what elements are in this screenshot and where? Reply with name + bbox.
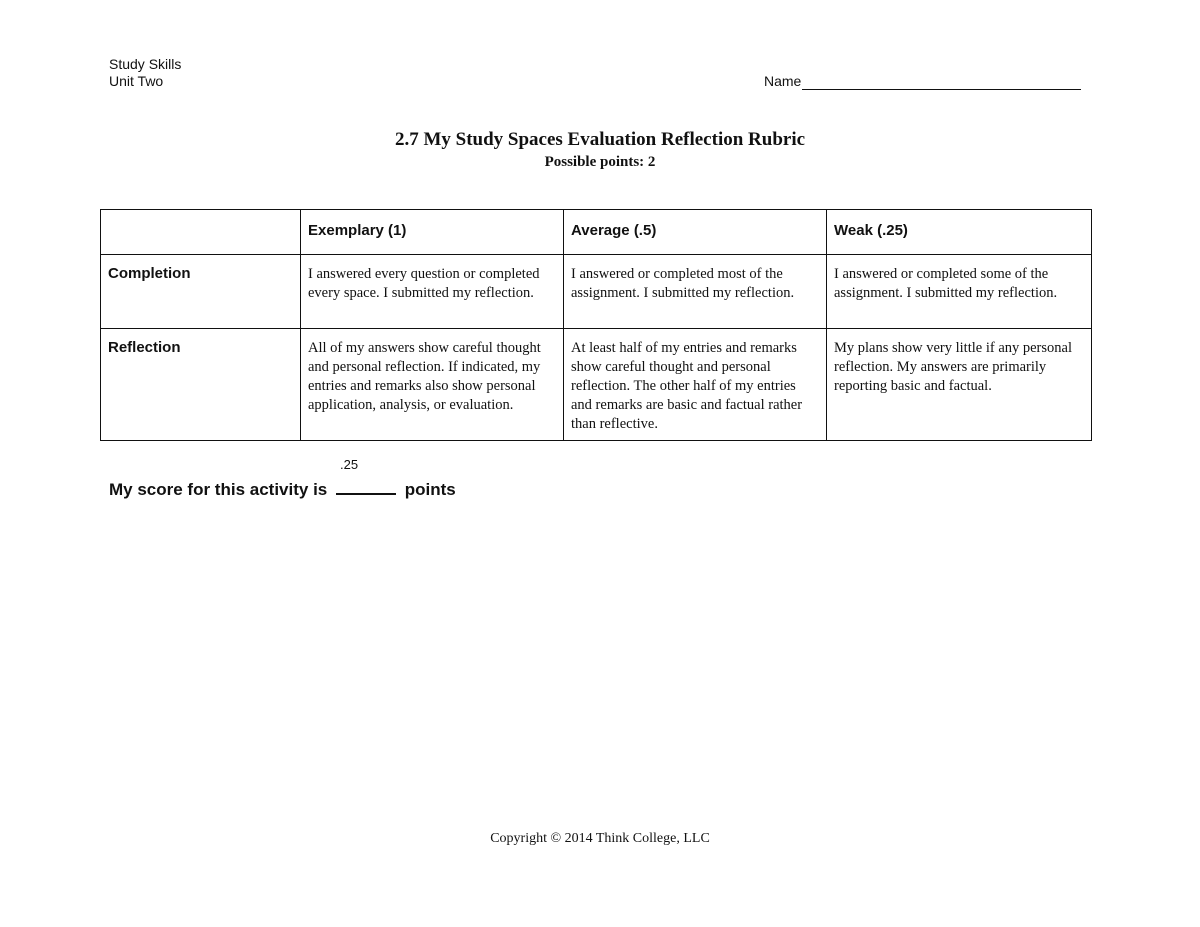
reflection-exemplary-cell: All of my answers show careful thought and personal reflection. If indicated, my entries and remarks also show personal application, analysis, or evaluation. [301,329,564,441]
completion-exemplary-cell: I answered every question or completed every space. I submitted my reflection. [301,255,564,329]
score-blank[interactable] [336,457,396,495]
column-header-empty [101,210,301,255]
name-label: Name [764,73,802,89]
reflection-average-cell: At least half of my entries and remarks show careful thought and personal reflection. The other half of my entries and remarks are basic and factual rather than reflective. [564,329,827,441]
column-header-exemplary: Exemplary (1) [301,210,564,255]
score-prefix: My score for this activity is [109,480,328,499]
row-label-reflection: Reflection [101,329,301,441]
completion-average-cell: I answered or completed most of the assignment. I submitted my reflection. [564,255,827,329]
score-suffix: points [404,480,456,499]
name-blank-line [802,74,1081,90]
rubric-table [100,209,1092,441]
course-header [109,56,181,90]
unit-name: Unit Two [109,73,164,89]
rubric-row-completion [101,255,1092,329]
completion-weak-cell: I answered or completed some of the assignment. I submitted my reflection. [827,255,1092,329]
column-header-weak: Weak (.25) [827,210,1092,255]
row-label-completion: Completion [101,255,301,329]
column-header-average: Average (.5) [564,210,827,255]
rubric-row-reflection [101,329,1092,441]
name-field [764,73,1081,90]
page-subtitle: Possible points: 2 [544,154,656,170]
score-line [109,457,456,500]
copyright-footer: Copyright © 2014 Think College, LLC [490,831,710,846]
page-title: 2.7 My Study Spaces Evaluation Reflection Rubric [394,129,806,150]
reflection-weak-cell: My plans show very little if any personal reflection. My answers are primarily reporting basic and factual. [827,329,1092,441]
score-value: .25 [339,457,359,472]
rubric-header-row [101,210,1092,255]
course-name: Study Skills [109,56,182,72]
